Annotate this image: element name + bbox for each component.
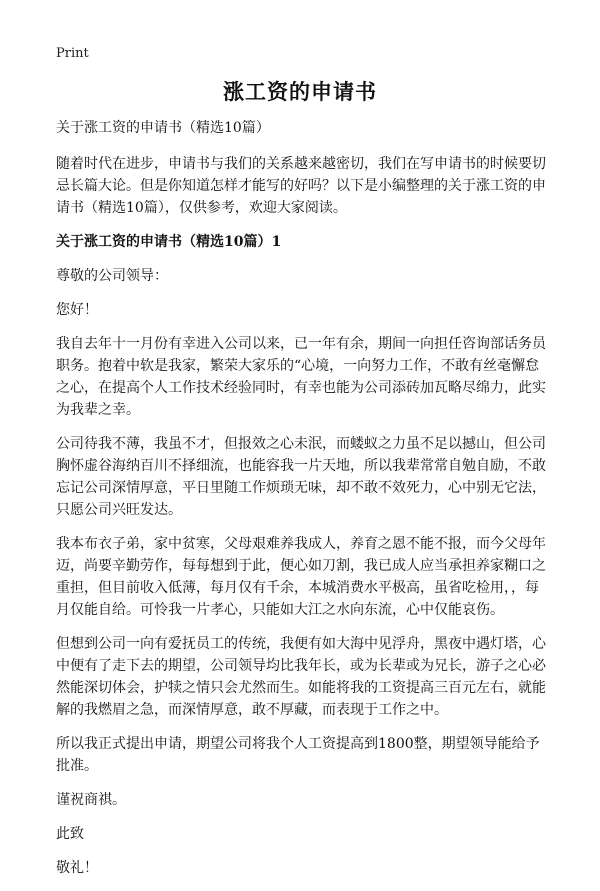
body-paragraph: 我本布衣子弟，家中贫寒，父母艰难养我成人，养育之恩不能不报，而今父母年迈，尚要辛勤劳作，每每想到于此，便心如刀割，我已成人应当承担养家糊口之重担，但目前收入低薄，每月仅有千余，本城消费水平极高，虽省吃检用，，每月仅能自给。可怜我一片孝心，只能如大江之水向东流，心中仅能哀伤。	[56, 536, 546, 618]
body-paragraph: 我自去年十一月份有幸进入公司以来，已一年有余，期间一向担任咨询部话务员职务。抱着中软是我家，繁荣大家乐的“心境，一向努力工作，不敢有丝毫懈怠之心，在提高个人工作技术经验同时，有幸也能为公司添砖加瓦略尽绵力，此实为我辈之幸。	[56, 336, 546, 418]
page-title: 涨工资的申请书	[223, 79, 377, 104]
print-link[interactable]: Print	[56, 46, 89, 61]
document-body	[56, 117, 552, 891]
salutation: 尊敬的公司领导：	[56, 268, 168, 284]
greeting: 您好！	[56, 302, 98, 318]
body-paragraph: 公司待我不薄，我虽不才，但报效之心未泯，而蝼蚁之力虽不足以撼山，但公司胸怀虚谷海纳百川不择细流，也能容我一片天地，所以我辈常常自勉自励，不敢忘记公司深情厚意，平日里随工作烦琐无味，却不敢不效死力，心中别无它法，只愿公司兴旺发达。	[56, 436, 546, 518]
body-paragraph: 所以我正式提出申请，期望公司将我个人工资提高到1800整，期望领导能给予批准。	[56, 736, 540, 774]
closing-wish: 谨祝商祺。	[56, 792, 126, 808]
closing-jingli: 敬礼！	[56, 860, 98, 876]
section-heading: 关于涨工资的申请书（精选10篇）1	[56, 234, 282, 250]
intro-paragraph: 随着时代在进步，申请书与我们的关系越来越密切，我们在写申请书的时候要切忌长篇大论。但是你知道怎样才能写的好吗？以下是小编整理的关于涨工资的申请书（精选10篇），仅供参考，欢迎大家阅读。	[56, 156, 546, 216]
closing-cizhi: 此致	[56, 826, 84, 842]
body-paragraph: 但想到公司一向有爱抚员工的传统，我便有如大海中见浮舟，黑夜中遇灯塔，心中便有了走下去的期望，公司领导均比我年长，或为长辈或为兄长，游子之心必然能深切体会，护犊之情只会尤然而生。如能将我的工资提高三百元左右，就能解的我燃眉之急，而深情厚意，敢不厚藏，而表现于工作之中。	[56, 636, 546, 718]
subtitle: 关于涨工资的申请书（精选10篇）	[56, 120, 270, 136]
